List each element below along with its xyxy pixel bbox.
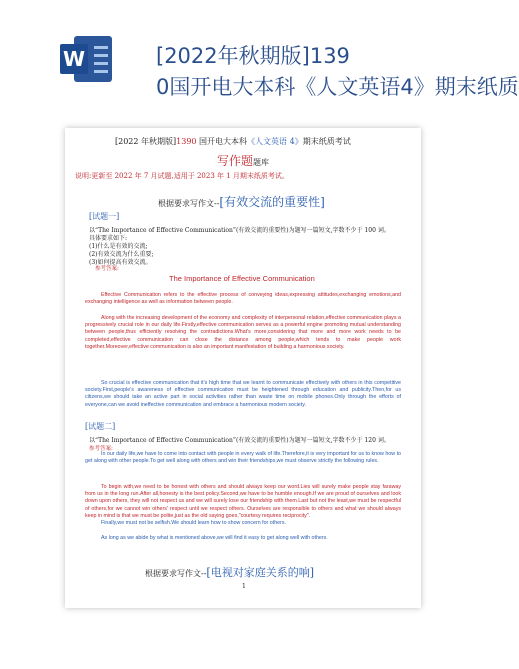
update-note: 说明:更新至 2022 年 7 月试题,适用于 2023 年 1 月期末纸质考试。 (75, 172, 289, 180)
banner-title-line2: 0国开电大本科《人文英语4》期末纸质 (156, 75, 519, 99)
question-1-prompt: 以“The Importance of Effective Communication”(有效交流的重要性)为题写一篇短文,字数不少于 100 词。 (89, 227, 390, 234)
essay-2-paragraph-4: As long as we abide by what is mentioned above,we will find it easy to get along well with others. (101, 535, 328, 541)
question-1-label: [试题一] (89, 212, 120, 221)
essay-2-paragraph-3: Finally,we must not be selfish.We should learn how to show concern for others. (101, 520, 286, 526)
essay-2-paragraph-1: In our daily life,we have to come into contact with people in every walk of life.Therefore,it is very important for us to know how to get along with other people.To get well along with others and win their friendships,we must observe strictly the following rules. (85, 451, 401, 465)
question-2-answer-label: 参考答案: (89, 446, 113, 452)
topic-1-title: [有效交流的重要性] (219, 195, 325, 209)
essay-1-paragraph-1: Effective Communication refers to the effective process of conveying ideas,expressing attitudes,exchanging emotions,and exchanging intelligence as well as information between people. (85, 292, 401, 306)
essay-1-paragraph-3: So crucial is effective communication that it's high time that we learnt to communicate effectively with others in this competitive society.First,people's awareness of effective communication must be heightened through education and publicity.Then,for us citizens,we should take an active part in social activities rather than waste time on mobile phones.Only through the efforts of everyone,can we avoid ineffective communication and embrace a harmonious modern society. (85, 380, 401, 408)
section-title-main: 写作题 (217, 154, 254, 168)
doc-header-suffix: 期末纸质考试 (302, 137, 351, 146)
page-number: 1 (242, 583, 246, 590)
question-1-requirement-3: (3)如何提高有效交流。 (89, 259, 152, 266)
question-1-requirement-1: (1)什么是有效的交流; (89, 243, 148, 250)
topic-1-lead: 根据要求写作文-- (158, 199, 220, 208)
topic-heading-2 (145, 561, 314, 580)
doc-header-mid: 国开电大本科 (196, 137, 248, 146)
document-banner (0, 0, 519, 112)
doc-header-code: 1390 (176, 137, 197, 146)
word-icon-letter: W (60, 44, 88, 74)
banner-title-line1: [2022年秋期版]139 (156, 44, 350, 68)
question-1-requirements-head: 具体要求如下: (89, 235, 128, 242)
doc-header-course: 《人文英语 4》 (247, 137, 303, 146)
doc-header-prefix: [2022 年秋期版] (115, 137, 177, 146)
essay-1-paragraph-2: Along with the increasing development of the economy and complexity of interpersonal relation,effective communication plays a progressively crucial role in our daily life.Firstly,effective communication serves as a powerful engine promoting mutual understanding between people,thus efficiently resolving the contradictions.What's more,considering that more and more work needs to be completed,effective communication can close the distance among people,which tends to make people work together.Moreover,effective communication is also an important manifestation of building a harmonious society. (85, 315, 401, 350)
question-1-answer-label: 参考答案: (95, 266, 119, 272)
question-1-requirement-2: (2)有效交流为什么重要; (89, 251, 154, 258)
topic-heading-1 (158, 191, 325, 210)
essay-1-title: The Importance of Effective Communication (169, 274, 315, 283)
section-title-sub: 题库 (253, 158, 270, 167)
question-2-prompt: 以“The Importance of Effective Communication”(有效交流的重要性)为题写一篇短文,字数不少于 120 词。 (89, 437, 390, 444)
essay-2-paragraph-2: To begin with,we need to be honest with others and should always keep our word.Lies will surely make people stay faraway from us in the long run.After all,honesty is the best policy.Second,we have to be humble enough.If we are proud of ourselves and look down upon others, they will not respect us and we will surely lose our friendship with them.Last but not the least,we must be respectful of others,for we cannot win others' respect until we respect others. Ourselves are responsible to others and what we should always keep in mind is that we must be polite,just as the old saying goes,"courtesy requires reciprocity". (85, 484, 401, 519)
question-2-label: [试题二] (85, 422, 116, 431)
topic-2-lead: 根据要求写作文-- (145, 569, 207, 578)
word-document-icon (60, 36, 112, 82)
doc-header (115, 136, 351, 147)
document-page-preview (65, 128, 421, 608)
section-title (217, 150, 269, 169)
topic-2-title: [电视对家庭关系的响] (206, 566, 314, 579)
